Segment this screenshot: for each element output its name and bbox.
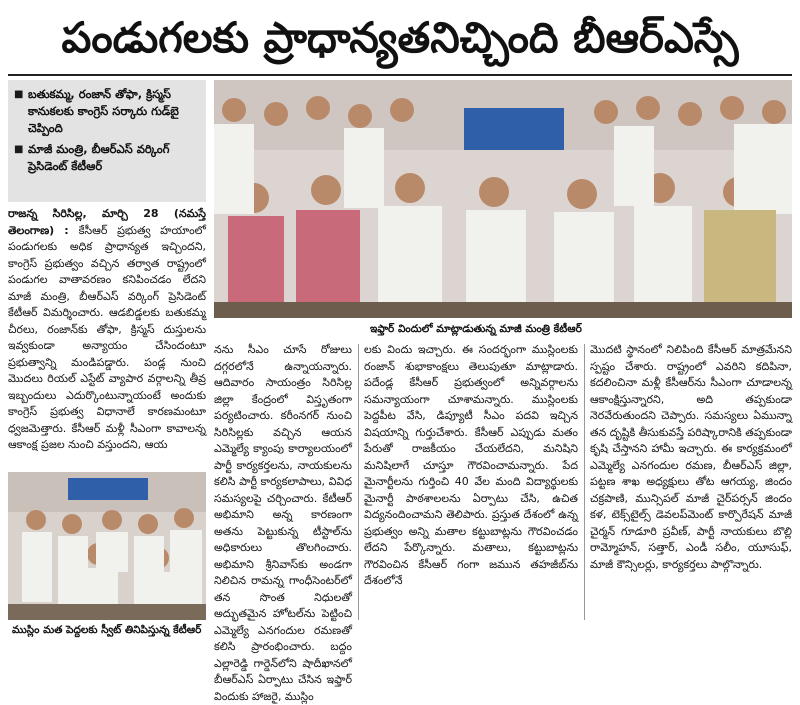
highlight-item <box>14 141 200 175</box>
article-column-1 <box>8 206 206 470</box>
main-photo-caption: ఇఫ్తార్ విందులో మాట్లాడుతున్న మాజీ మంత్రి కేటీఆర్ <box>370 323 582 335</box>
column-3-text: లకు విందు ఇచ్చారు. ఈ సందర్భంగా ముస్లింలకు రంజాన్ శుభాకాంక్షలు తెలుపుతూ మాట్లాడారు. పదేండ్ల కేసీఆర్ ప్రభుత్వంలో అన్నివర్గాలను సమన్యాయంగా చూశామన్నారు. ముస్లింలకు పెద్దపీట వేసి, డిప్యూటీ సీఎం పదవి ఇచ్చిన విషయాన్ని గుర్తుచేశారు. కేసీఆర్ ఎప్పుడు మతం పేరుతో రాజకీయం చేయలేదని, మనిషిని మనిషిలాగే చూస్తూ గౌరవించామన్నారు. పేద మైనార్టీలను గుర్తించి 40 వేల మంది విద్యార్థులకు మైనార్టీ పాఠశాలలను ఏర్పాటు చేసి, ఉచిత విద్యనందించామని తెలిపారు. ప్రస్తుత దేశంలో ఉన్న ప్రభుత్వం అన్ని మతాల కట్టుబాట్లను గౌరవించడం లేదని పేర్కొన్నారు. మతాలు, కట్టుబాట్లను గౌరవించిన కేసీఆర్ గంగా జమున తహజీబ్‌ను దేశంలోనే <box>364 343 578 587</box>
highlight-text: బతుకమ్మ, రంజాన్ తోఫా, క్రిస్మస్ కానుకలకు కాంగ్రెస్ సర్కారు గుడ్‌బై చెప్పింది <box>28 87 179 135</box>
column-divider <box>584 344 585 620</box>
small-photo-image <box>8 472 206 620</box>
article-column-2 <box>214 342 352 703</box>
main-photo <box>214 80 792 318</box>
bullet-icon: ■ <box>14 144 24 155</box>
highlight-text: మాజీ మంత్రి, బీఆర్ఎస్ వర్కింగ్ ప్రెసిడెంట్ కేటీఆర్ <box>28 142 170 173</box>
headline: పండుగలకు ప్రాధాన్యతనిచ్చింది బీఆర్ఎస్సే <box>61 13 739 62</box>
small-photo-caption: ముస్లిం మత పెద్దలకు స్వీట్ తినిపిస్తున్న కేటీఆర్ <box>12 624 202 636</box>
main-photo-image <box>214 80 792 318</box>
bullet-icon: ■ <box>14 89 24 100</box>
headline-rule <box>8 74 792 76</box>
highlight-item <box>14 86 200 137</box>
small-photo <box>8 472 206 620</box>
column-1-text: కేసీఆర్ ప్రభుత్వ హయాంలో పండుగలకు అధిక ప్రాధాన్యత ఇచ్చిందని, కాంగ్రెస్ ప్రభుత్వం వచ్చిన తర్వాత రాష్ట్రంలో పండుగల వాతావరణం కనిపించడం లేదని మాజీ మంత్రి, బీఆర్ఎస్ వర్కింగ్ ప్రెసిడెంట్ కేటీఆర్ విమర్శించారు. ఆడబిడ్డలకు బతుకమ్మ చీరలు, రంజాన్‌కు తోఫా, క్రిస్మస్ దుస్తులను ఇవ్వకుండా అన్యాయం చేసిందంటూ ప్రభుత్వాన్ని మండిపడ్డారు. పండ్ల నుంచి మొదలు రియల్ ఎస్టేట్ వ్యాపార వర్గాలన్ని తీవ్ర ఇబ్బందులు ఎదుర్కొంటున్నాయంటే అందుకు కాంగ్రెస్ ప్రభుత్వ విధానాలే కారణమంటూ ధ్వజమెత్తారు. కేసీఆర్ మళ్లీ సీఎంగా కావాలన్న ఆకాంక్ష ప్రజల నుంచి వస్తుందని, ఆయ <box>8 223 206 451</box>
column-4-text: మొదటి స్థానంలో నిలిపింది కేసీఆర్ మాత్రమేనని స్పష్టం చేశారు. రాష్ట్రంలో ఎవరిని కదిపినా, కదలించినా మళ్లీ కేసీఆర్‌ను సీఎంగా చూడాలన్న ఆకాంక్షిస్తున్నారని, అది తప్పకుండా నెరవేరుతుందని చెప్పారు. సమస్యలు ఏమున్నా తన దృష్టికి తీసుకువస్తే పరిష్కారానికి తప్పకుండా కృషి చేస్తానని హామీ ఇచ్చారు. ఈ కార్యక్రమంలో ఎమ్మెల్యే ఎనగందుల రమణ, బీఆర్ఎస్ జిల్లా, పట్టణ శాఖ అధ్యక్షులు తోట ఆగయ్య, జిందం చక్రపాణి, మున్సిపల్ మాజీ చైర్‌పర్సన్ జిందం కళ, టెక్స్‌టైల్స్ డెవలప్‌మెంట్ కార్పొరేషన్ మాజీ చైర్మన్ గూడూరి ప్రవీణ్, పార్టీ నాయకులు బొల్లి రామ్మోహన్, సత్తార్, ఎండీ సలీం, యూసుఫ్, మాజీ కౌన్సిలర్లు, కార్యకర్తలు పాల్గొన్నారు. <box>590 343 792 571</box>
dateline: రాజన్న సిరిసిల్ల, మార్చి 28 (నమస్తే తెలంగాణ) : <box>8 207 206 237</box>
column-2-text: నను సీఎం చూసే రోజులు దగ్గరలోనే ఉన్నాయన్నారు. ఆదివారం సాయంత్రం సిరిసిల్ల జిల్లా కేంద్రంలో విస్తృతంగా పర్యటించారు. కరీంనగర్ నుంచి సిరిసిల్లకు వచ్చిన ఆయన ఎమ్మెల్యే క్యాంపు కార్యాలయంలో పార్టీ కార్యకర్తలను, నాయకులను కలిసి పార్టీ కార్యకలాపాలు, వివిధ సమస్యలపై చర్చించారు. కేటీఆర్ అభిమాని అన్న కారణంగా అతను పెట్టుకున్న టీస్టాల్‌ను అధికారులు తొలగించారు. అభిమాని శ్రీనివాస్‌కు అండగా నిలిచిన రామన్న గాంధీసెంటర్‌లో తన సొంత నిధులతో అద్భుతమైన హోటల్‌ను పెట్టించి ఎమ్మెల్యే ఎనగందుల రమణతో కలిసి ప్రారంభించారు. బద్దం ఎల్లారెడ్డి గార్డెన్‌లోని షాదీఖానలో బీఆర్ఎస్ ఏర్పాటు చేసిన ఇఫ్తార్ విందుకు హాజరై, ముస్లిం <box>214 343 352 703</box>
article-column-4 <box>590 342 792 622</box>
article-column-3 <box>364 342 578 622</box>
column-divider <box>358 344 359 620</box>
highlights-box <box>8 80 206 202</box>
